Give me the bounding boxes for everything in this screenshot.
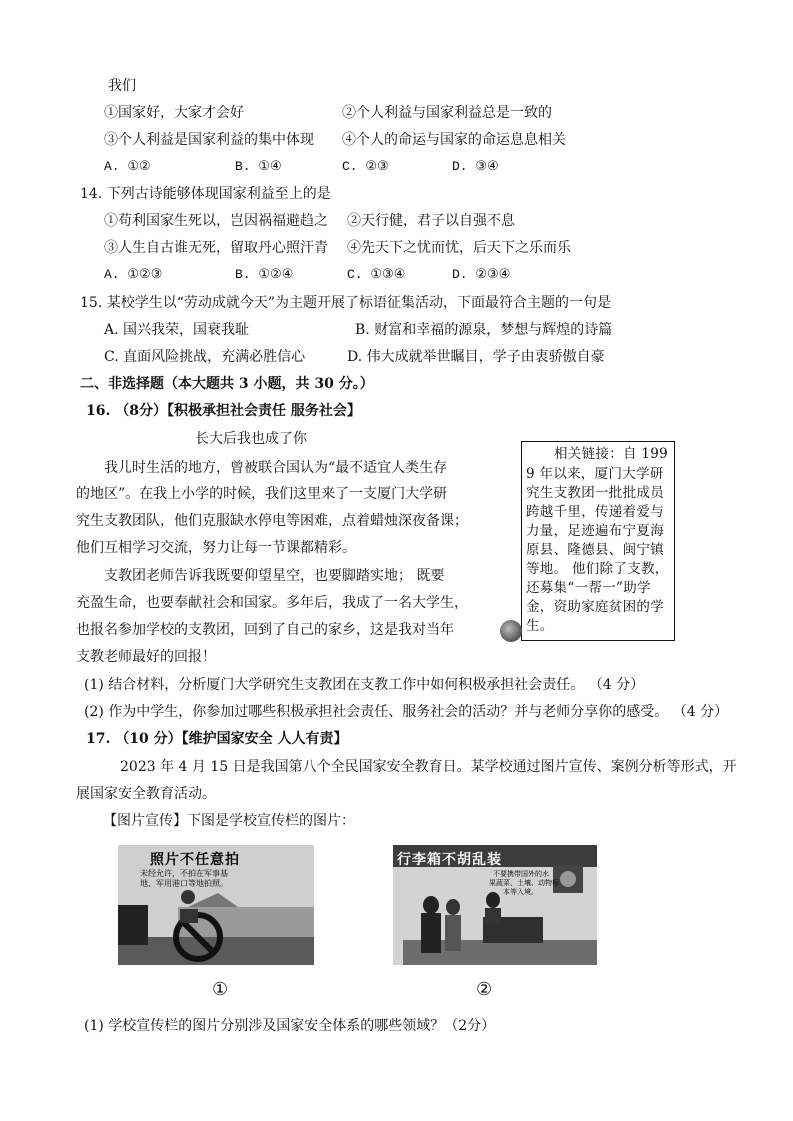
related-link-line: 9 年以来，厦门大学研: [526, 466, 664, 482]
poster2-caption-line1: 不要携带国外的水: [493, 870, 549, 878]
q16-paragraph1-line3: 究生支教团队，他们克服缺水停电等困难，点着蜡烛深夜备课；: [76, 513, 468, 529]
q14-option-1: ①苟利国家生死以，岂因祸福避趋之: [104, 213, 328, 229]
q14-choice-b: B. ①②④: [235, 267, 294, 282]
q13-choice-d: D. ③④: [452, 159, 499, 174]
q13-choice-c: C. ②③: [342, 159, 389, 174]
q13-stem-tail: 我们: [108, 78, 136, 94]
q13-option-3: ③个人利益是国家利益的集中体现: [104, 132, 314, 148]
q16-sub-question-2: (2) 作为中学生，你参加过哪些积极承担社会责任、服务社会的活动？并与老师分享你的感受。 （4 分）: [84, 704, 729, 720]
q16-paragraph1-line2: 的地区”。在我上小学的时候，我们这里来了一支厦门大学研: [76, 486, 448, 502]
q16-paragraph2-line2: 充盈生命，也要奉献社会和国家。多年后，我成了一名大学生，: [76, 595, 468, 611]
q17-picture-intro: 【图片宣传】下图是学校宣传栏的图片：: [103, 813, 355, 829]
picture2-label: ②: [476, 979, 493, 1000]
poster2-caption-line3: 本等入境。: [503, 888, 538, 896]
related-link-line: 还募集“一帮一”助学: [526, 580, 651, 596]
q15-option-b: B. 财富和幸福的源泉，梦想与辉煌的诗篇: [355, 322, 613, 338]
related-link-line: 跨越千里，传递着爱与: [526, 504, 664, 520]
section-heading: 二、非选择题（本大题共 3 小题，共 30 分。）: [80, 376, 374, 392]
q16-paragraph2-line1: 支教团老师告诉我既要仰望星空，也要脚踏实地； 既要: [104, 568, 445, 584]
decorative-stamp-icon: [500, 620, 522, 642]
q14-stem: 14. 下列古诗能够体现国家利益至上的是: [80, 186, 331, 202]
q17-intro-line2: 展国家安全教育活动。: [76, 786, 216, 802]
picture1-label: ①: [212, 979, 229, 1000]
q17-sub-question-1: (1) 学校宣传栏的图片分别涉及国家安全体系的哪些领域？（2分）: [84, 1018, 496, 1034]
poster1-caption-line1: 未经允许，不拍在军事基: [140, 869, 228, 878]
related-link-line: 力量，足迹遍布宁夏海: [526, 523, 664, 539]
related-link-line: 究生支教团一批批成员: [526, 485, 664, 501]
poster-photo-restriction: [118, 845, 314, 965]
q13-option-2: ②个人利益与国家利益总是一致的: [342, 105, 552, 121]
q15-stem: 15. 某校学生以“劳动成就今天”为主题开展了标语征集活动，下面最符合主题的一句是: [80, 295, 612, 311]
q16-paragraph1-line1: 我儿时生活的地方，曾被联合国认为“最不适宜人类生存: [104, 460, 448, 476]
q17-intro-line1: 2023 年 4 月 15 日是我国第八个全民国家安全教育日。某学校通过图片宣传、案例分析等形式，开: [120, 759, 737, 775]
poster2-caption-line2: 果蔬菜、土壤、动物标: [489, 879, 559, 887]
q16-paragraph2-line4: 支教老师最好的回报！: [76, 649, 216, 665]
poster-luggage-restriction: [393, 845, 597, 965]
q15-option-c: C. 直面风险挑战，充满必胜信心: [104, 349, 306, 365]
q14-option-3: ③人生自古谁无死，留取丹心照汗青: [104, 240, 328, 256]
q13-choice-b: B. ①④: [235, 159, 282, 174]
q14-choice-d: D. ②③④: [452, 267, 511, 282]
poster1-caption-line2: 地、军用港口等地拍照。: [140, 879, 228, 888]
related-link-line: 原县、隆德县、闽宁镇: [526, 542, 664, 558]
q13-option-4: ④个人的命运与国家的命运息息相关: [342, 132, 566, 148]
q14-choice-a: A. ①②③: [104, 267, 163, 282]
q16-story-title: 长大后我也成了你: [195, 431, 307, 447]
q16-header: 16. （8分）【积极承担社会责任 服务社会】: [86, 403, 361, 419]
related-link-box: [521, 441, 675, 641]
q13-choice-a: A. ①②: [104, 159, 151, 174]
related-link-line: 相关链接：自 199: [554, 446, 669, 462]
q14-choice-c: C. ①③④: [347, 267, 406, 282]
related-link-line: 等地。 他们除了支教，: [526, 561, 669, 577]
q13-option-1: ①国家好，大家才会好: [104, 105, 244, 121]
q15-option-a: A. 国兴我荣，国衰我耻: [104, 322, 250, 338]
q14-option-2: ②天行健，君子以自强不息: [347, 213, 515, 229]
q16-paragraph1-line4: 他们互相学习交流，努力让每一节课都精彩。: [76, 540, 356, 556]
q16-paragraph2-line3: 也报名参加学校的支教团，回到了自己的家乡，这是我对当年: [76, 622, 454, 638]
q17-header: 17. （10 分）【维护国家安全 人人有责】: [86, 731, 348, 747]
q16-sub-question-1: (1) 结合材料，分析厦门大学研究生支教团在支教工作中如何积极承担社会责任。 （4 分）: [84, 677, 645, 693]
poster2-title: 行李箱不胡乱装: [397, 852, 502, 868]
related-link-line: 金，资助家庭贫困的学: [526, 599, 664, 615]
q14-option-4: ④先天下之忧而忧，后天下之乐而乐: [347, 240, 571, 256]
q15-option-d: D. 伟大成就举世瞩目，学子由衷骄傲自豪: [347, 349, 605, 365]
poster1-title: 照片不任意拍: [150, 852, 240, 868]
related-link-line: 生。: [526, 618, 554, 634]
